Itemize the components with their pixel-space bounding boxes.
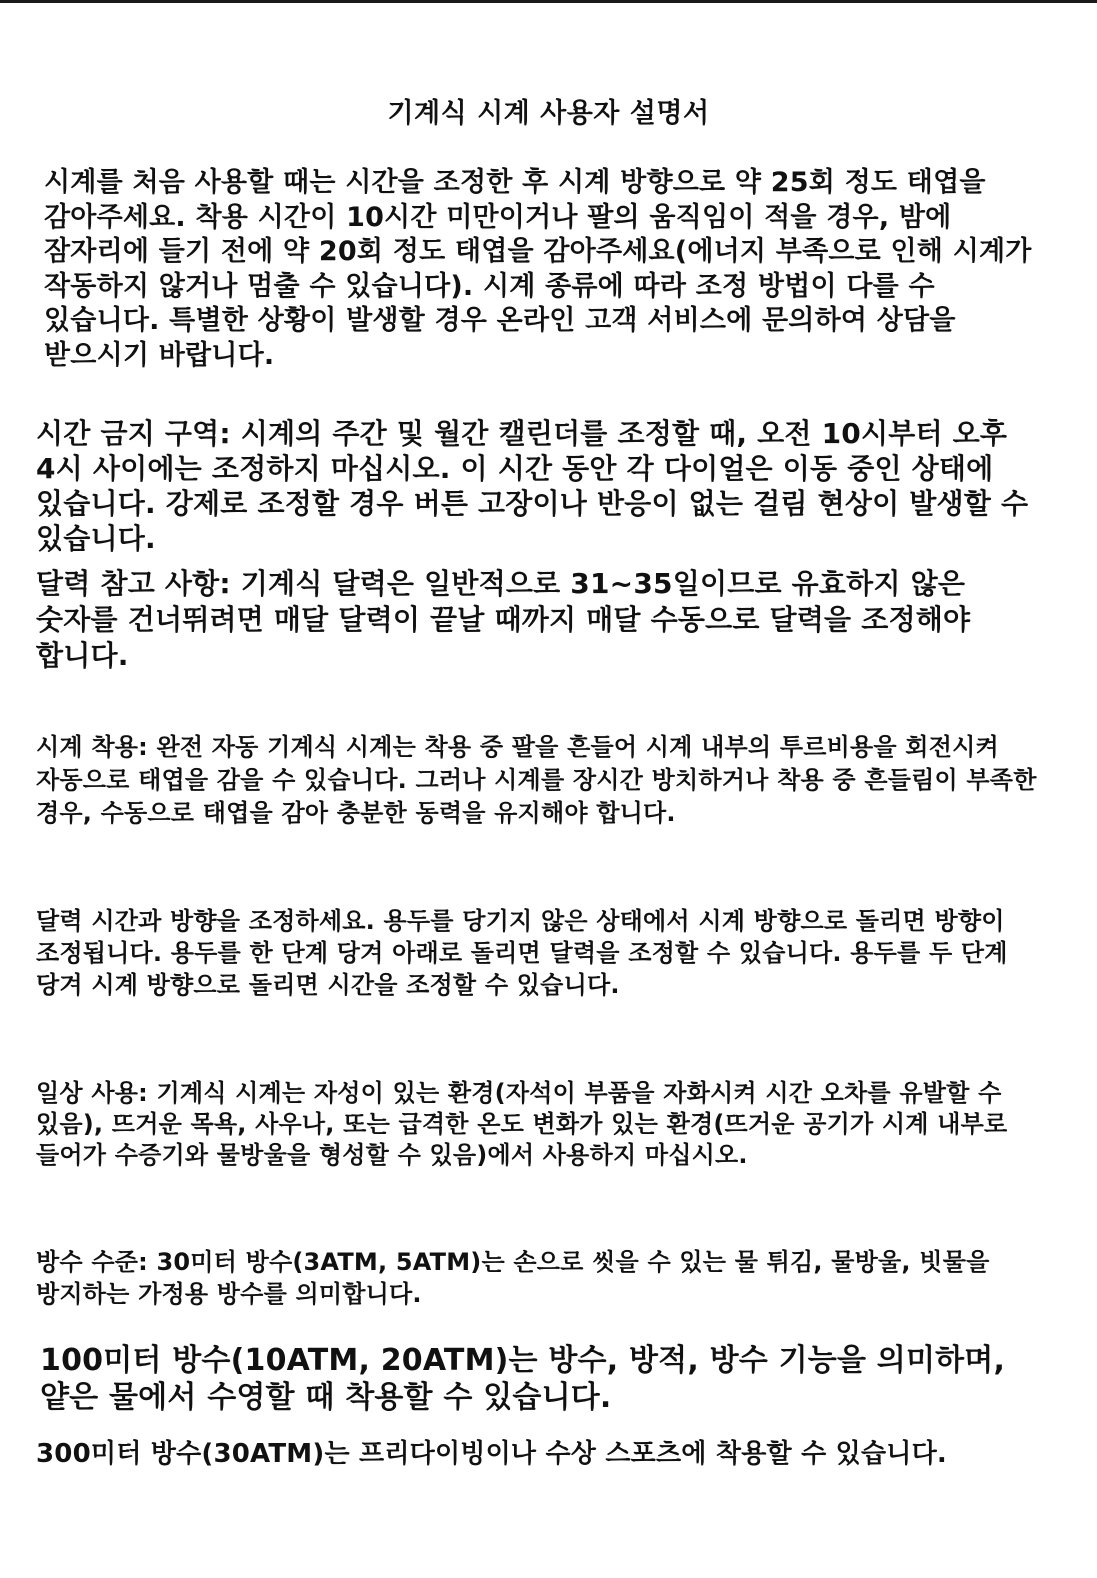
paragraph-daily-use: 일상 사용: 기계식 시계는 자성이 있는 환경(자석이 부품을 자화시켜 시간 오차를 유발할 수 있음), 뜨거운 목욕, 사우나, 또는 급격한 온도 변화가 있는 환경(뜨거운 공기가 시계 내부로 들어가 수증기와 물방울을 형성할 수 있음)에서 사용하지 마십시오. [36, 1079, 1008, 1169]
paragraph-wearing: 시계 착용: 완전 자동 기계식 시계는 착용 중 팔을 흔들어 시계 내부의 투르비용을 회전시켜 자동으로 태엽을 감을 수 있습니다. 그러나 시계를 장시간 방치하거나 착용 중 흔들림이 부족한 경우, 수동으로 태엽을 감아 충분한 동력을 유지해야 합니다. [36, 733, 1037, 827]
paragraph-water-resistance-100m: 100미터 방수(10ATM, 20ATM)는 방수, 방적, 방수 기능을 의미하며, 얕은 물에서 수영할 때 착용할 수 있습니다. [40, 1343, 1006, 1415]
paragraph-water-resistance-30m: 방수 수준: 30미터 방수(3ATM, 5ATM)는 손으로 씻을 수 있는 물 튀김, 물방울, 빗물을 방지하는 가정용 방수를 의미합니다. [36, 1248, 990, 1308]
paragraph-water-resistance-300m: 300미터 방수(30ATM)는 프리다이빙이나 수상 스포츠에 착용할 수 있습니다. [36, 1439, 947, 1469]
document-title: 기계식 시계 사용자 설명서 [387, 98, 710, 130]
paragraph-initial-setup: 시계를 처음 사용할 때는 시간을 조정한 후 시계 방향으로 약 25회 정도 태엽을 감아주세요. 착용 시간이 10시간 미만이거나 팔의 움직임이 적을 경우, 밤에 잠자리에 들기 전에 약 20회 정도 태엽을 감아주세요(에너지 부족으로 인해 시계가 작동하지 않거나 멈출 수 있습니다). 시계 종류에 따라 조정 방법이 다를 수 있습니다. 특별한 상황이 발생할 경우 온라인 고객 서비스에 문의하여 상담을 받으시기 바랍니다. [44, 167, 1032, 371]
paragraph-time-restriction: 시간 금지 구역: 시계의 주간 및 월간 캘린더를 조정할 때, 오전 10시부터 오후 4시 사이에는 조정하지 마십시오. 이 시간 동안 각 다이얼은 이동 중인 상태에 있습니다. 강제로 조정할 경우 버튼 고장이나 반응이 없는 걸림 현상이 발생할 수 있습니다. [36, 417, 1029, 555]
paragraph-crown-adjustment: 달력 시간과 방향을 조정하세요. 용두를 당기지 않은 상태에서 시계 방향으로 돌리면 방향이 조정됩니다. 용두를 한 단계 당겨 아래로 돌리면 달력을 조정할 수 있습니다. 용두를 두 단계 당겨 시계 방향으로 돌리면 시간을 조정할 수 있습니다. [36, 907, 1008, 999]
top-border-line [0, 0, 1097, 3]
paragraph-calendar-note: 달력 참고 사항: 기계식 달력은 일반적으로 31~35일이므로 유효하지 않은 숫자를 건너뛰려면 매달 달력이 끝날 때까지 매달 수동으로 달력을 조정해야 합니다. [36, 567, 971, 672]
